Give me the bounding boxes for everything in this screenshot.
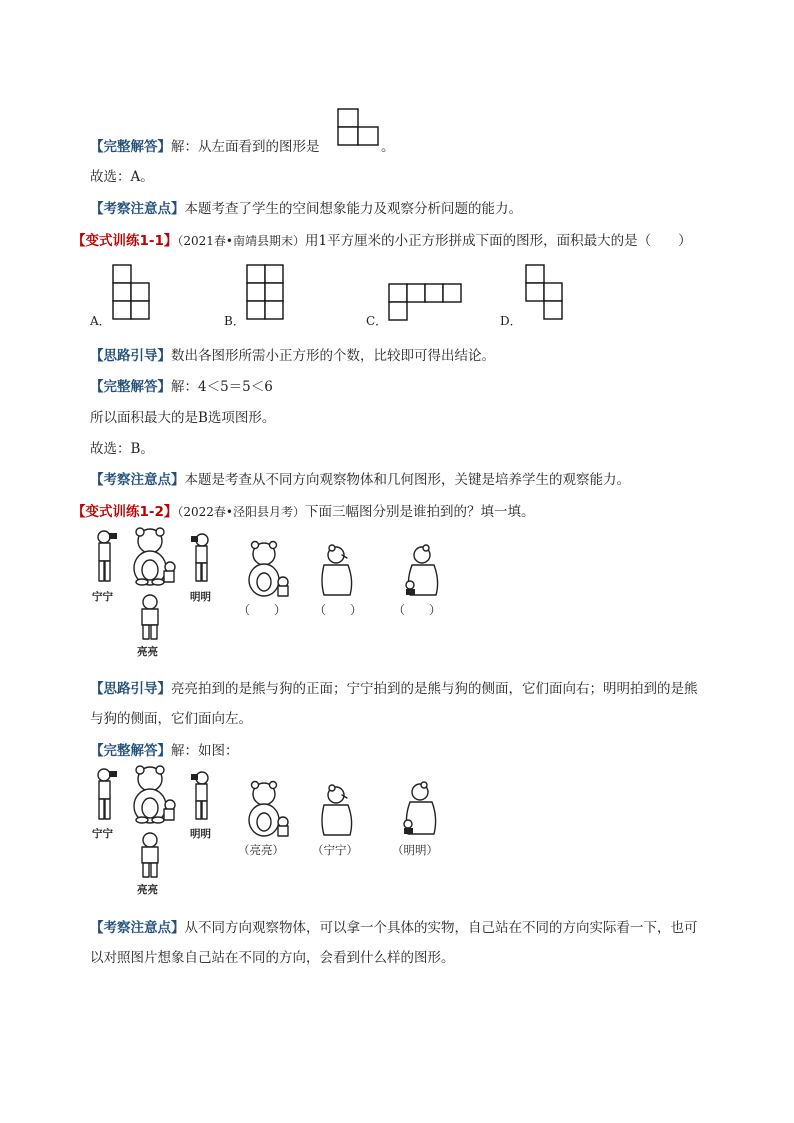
left-view-figure [337, 108, 379, 146]
question-text: 下面三幅图分别是谁拍到的？填一填。 [305, 504, 535, 520]
option-b-figure [246, 264, 286, 320]
hint-line-1-1 [90, 344, 495, 364]
answer-line-1 [90, 135, 320, 155]
blank-2[interactable]: （ ） [314, 603, 363, 617]
answer-label-1: （亮亮） [238, 843, 284, 857]
left-person-figure [98, 769, 117, 819]
note-line-1-2b: 以对照图片想象自己站在不同的方向，会看到什么样的图形。 [90, 950, 455, 966]
note-line-1-1 [90, 468, 630, 488]
name-right: 明明 [190, 828, 211, 840]
note-line-1-2a [90, 916, 698, 936]
choose-line-1-1: 故选：B。 [90, 441, 154, 457]
choose-line-1: 故选：A。 [90, 169, 154, 185]
bear-figure [134, 528, 166, 585]
name-bottom: 亮亮 [137, 646, 158, 658]
note-tag: 【考察注意点】 [90, 472, 185, 488]
dog-figure [164, 800, 175, 820]
right-person-figure [191, 534, 208, 581]
left-person-figure [98, 531, 117, 581]
bear-figure [134, 766, 166, 823]
answer-line-2: 所以面积最大的是B选项图形。 [90, 410, 276, 426]
answer-photo-left-side-view [398, 782, 442, 836]
dog-figure [164, 562, 175, 582]
photo-left-side-view [400, 545, 444, 597]
option-a-label[interactable]: A． [90, 314, 111, 328]
name-left: 宁宁 [92, 591, 113, 603]
answer-tag: 【完整解答】 [90, 743, 171, 759]
note-tag: 【考察注意点】 [90, 201, 185, 217]
question-text: 用1平方厘米的小正方形拼成下面的图形，面积最大的是（ ） [305, 233, 692, 249]
name-left: 宁宁 [92, 828, 113, 840]
answer-line-1-1 [90, 375, 273, 395]
question-1-1 [72, 229, 692, 249]
note-tag: 【考察注意点】 [90, 920, 185, 936]
option-c-figure [388, 283, 464, 321]
question-1-2 [72, 500, 535, 520]
name-right: 明明 [190, 591, 211, 603]
answer-tag: 【完整解答】 [90, 139, 171, 155]
answer-line-1-2 [90, 739, 239, 759]
answer-text: 解：如图： [171, 743, 239, 759]
answer-photo-right-side-view [316, 785, 360, 837]
note-text: 本题考查了学生的空间想象能力及观察分析问题的能力。 [184, 201, 522, 217]
hint-text: 数出各图形所需小正方形的个数，比较即可得出结论。 [171, 348, 495, 364]
question-tag: 【变式训练1-2】 [72, 504, 178, 520]
right-person-figure [191, 772, 208, 819]
photo-front-view [244, 540, 294, 598]
answer-period: 。 [381, 139, 395, 155]
note-text: 本题是考查从不同方向观察物体和几何图形，关键是培养学生的观察能力。 [184, 472, 630, 488]
hint-line-1-2b: 与狗的侧面，它们面向左。 [90, 711, 252, 727]
option-d-label[interactable]: D． [500, 314, 522, 328]
answer-photo-front-view [244, 780, 294, 838]
bottom-person-figure [142, 595, 158, 639]
answer-text: 解：从左面看到的图形是 [171, 139, 320, 155]
option-c-label[interactable]: C． [366, 314, 388, 328]
blank-1[interactable]: （ ） [238, 603, 287, 617]
option-b-label[interactable]: B． [224, 314, 245, 328]
answer-tag: 【完整解答】 [90, 379, 171, 395]
answer-label-2: （宁宁） [312, 843, 358, 857]
question-tag: 【变式训练1-1】 [72, 233, 178, 249]
bottom-person-figure [142, 833, 158, 877]
question-source: （2022春•泾阳县月考） [177, 505, 306, 519]
hint-tag: 【思路引导】 [90, 681, 171, 697]
answer-text: 解：4＜5＝5＜6 [171, 379, 273, 395]
photo-right-side-view [316, 545, 360, 597]
hint-text-1: 亮亮拍到的是熊与狗的正面；宁宁拍到的是熊与狗的侧面，它们面向右；明明拍到的是熊 [171, 681, 698, 697]
question-source: （2021春•南靖县期末） [177, 234, 306, 248]
hint-tag: 【思路引导】 [90, 348, 171, 364]
hint-line-1-2a [90, 677, 698, 697]
option-a-figure [112, 264, 152, 320]
note-line-1 [90, 197, 522, 217]
answer-label-3: （明明） [392, 843, 438, 857]
name-bottom: 亮亮 [137, 884, 158, 896]
note-text-1: 从不同方向观察物体，可以拿一个具体的实物，自己站在不同的方向实际看一下，也可 [184, 920, 698, 936]
blank-3[interactable]: （ ） [393, 603, 442, 617]
option-d-figure [525, 264, 565, 320]
